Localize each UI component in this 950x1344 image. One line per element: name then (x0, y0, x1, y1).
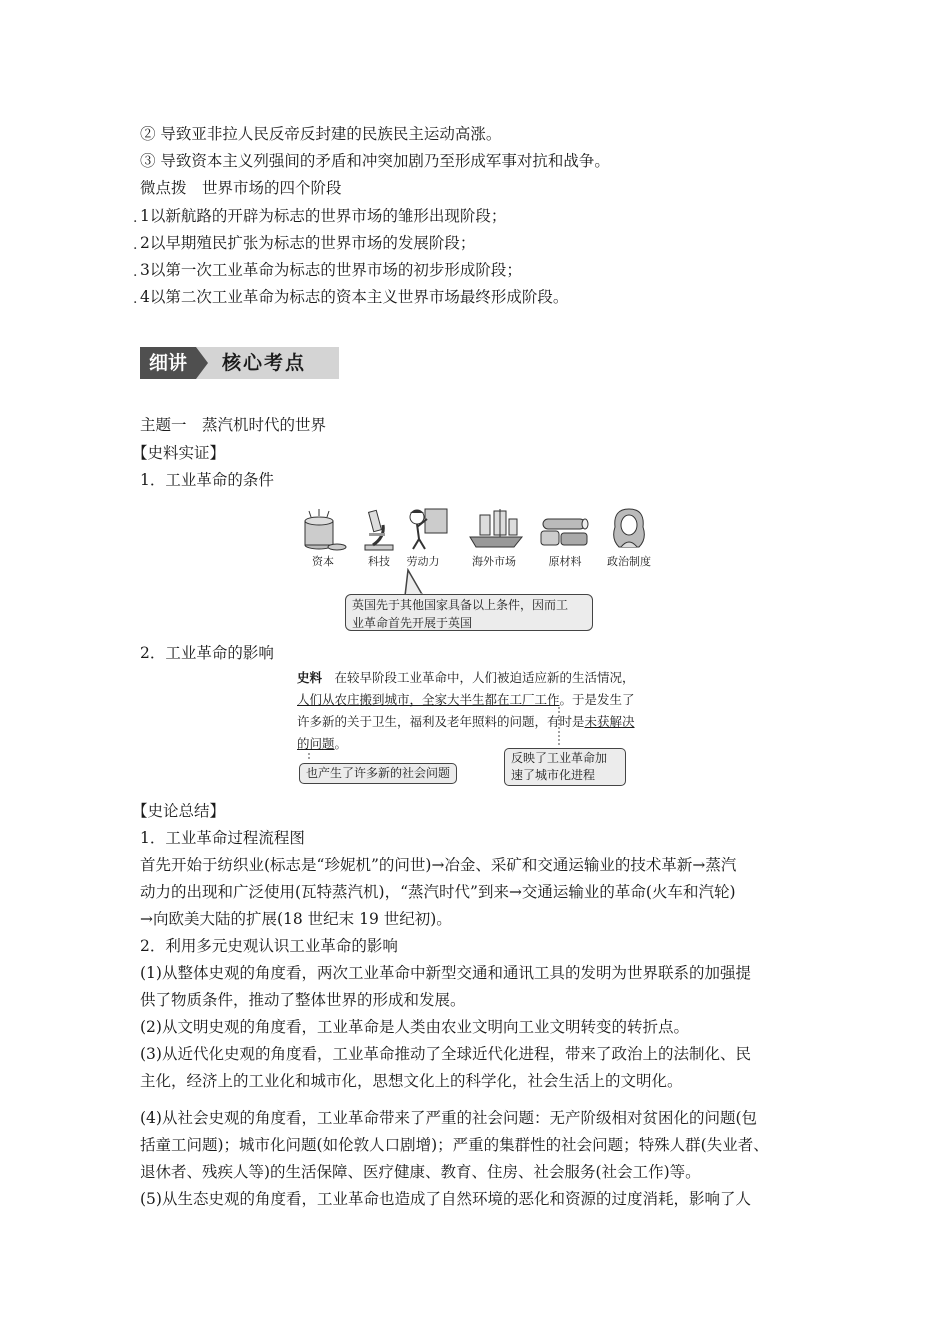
labor-item (395, 507, 451, 569)
callout-line: 业革命首先开展于英国 (352, 616, 473, 630)
materials-item (537, 507, 593, 569)
item-heading: 2．工业革命的影响 (140, 644, 274, 662)
conditions-callout (345, 594, 593, 631)
market-item (466, 507, 522, 569)
source-text: 许多新的关于卫生，福利及老年照料的问题，有时是 (297, 714, 585, 729)
list-dot: · (133, 214, 138, 230)
banner-arrow-icon (196, 347, 208, 379)
text-line: (1)从整体史观的角度看，两次工业革命中新型交通和通讯工具的发明为世界联系的加强提 (140, 964, 751, 982)
source-text: 。于是发生了 (559, 692, 635, 707)
text-line: 1．工业革命过程流程图 (140, 829, 305, 847)
text-line: →向欧美大陆的扩展(18 世纪末 19 世纪初)。 (140, 910, 452, 928)
icon-label: 政治制度 (607, 555, 651, 568)
list-item: 1以新航路的开辟为标志的世界市场的雏形出现阶段； (140, 207, 507, 225)
topic-title: 主题一 蒸汽机时代的世界 (140, 416, 327, 434)
banner-label: 细讲 (140, 347, 196, 379)
icon-label: 原材料 (548, 555, 582, 568)
text-line: 微点拨 世界市场的四个阶段 (140, 179, 342, 197)
coins-icon (299, 507, 347, 551)
logs-icon (537, 507, 593, 551)
section-banner (140, 347, 339, 379)
icon-label: 海外市场 (472, 555, 516, 568)
portrait-icon (601, 507, 657, 551)
summary-header: 【史论总结】 (132, 802, 226, 820)
text-line: ③ 导致资本主义列强间的矛盾和冲突加剧乃至形成军事对抗和战争。 (140, 152, 610, 170)
capital-item (295, 507, 351, 569)
social-issue-tag: 也产生了许多新的社会问题 (299, 763, 457, 784)
text-line: 2．利用多元史观认识工业革命的影响 (140, 937, 398, 955)
source-line (297, 667, 662, 689)
banner-title: 核心考点 (222, 352, 307, 374)
item-heading: 1．工业革命的条件 (140, 471, 274, 489)
source-label: 史料 (297, 670, 323, 685)
text-line: (4)从社会史观的角度看，工业革命带来了严重的社会问题：无产阶级相对贫困化的问题(包 (140, 1109, 758, 1127)
politics-item (601, 507, 657, 569)
text-line: 主化，经济上的工业化和城市化，思想文化上的科学化，社会生活上的文明化。 (140, 1072, 683, 1090)
text-line: (5)从生态史观的角度看，工业革命也造成了自然环境的恶化和资源的过度消耗，影响了人 (140, 1190, 751, 1208)
text-line: 括童工问题)；城市化问题(如伦敦人口剧增)；严重的集群性的社会问题；特殊人群(失业者、 (140, 1136, 769, 1154)
list-item: 3以第一次工业革命为标志的世界市场的初步形成阶段； (140, 261, 522, 279)
text-line: (3)从近代化史观的角度看，工业革命推动了全球近代化进程，带来了政治上的法制化、民 (140, 1045, 751, 1063)
ship-icon (466, 507, 526, 551)
text-line: 退休者、残疾人等)的生活保障、医疗健康、教育、住房、社会服务(社会工作)等。 (140, 1163, 701, 1181)
worker-icon (395, 507, 455, 551)
source-text: 。 (334, 736, 348, 751)
tag-line: 反映了工业革命加 (511, 751, 608, 765)
text-line: ② 导致亚非拉人民反帝反封建的民族民主运动高涨。 (140, 125, 502, 143)
list-item: 4以第二次工业革命为标志的资本主义世界市场最终形成阶段。 (140, 288, 569, 306)
urbanization-tag (504, 748, 626, 786)
text-line: 首先开始于纺织业(标志是“珍妮机”的问世)→冶金、采矿和交通运输业的技术革新→蒸汽 (140, 856, 737, 874)
icon-label: 资本 (312, 555, 334, 568)
text-line: (2)从文明史观的角度看，工业革命是人类由农业文明向工业文明转变的转折点。 (140, 1018, 689, 1036)
underlined-text: 人们从农庄搬到城市，全家大半生都在工厂工作 (297, 692, 560, 707)
tag-line: 速了城市化进程 (511, 768, 596, 782)
icon-label: 劳动力 (406, 555, 440, 568)
list-dot: · (133, 268, 138, 284)
list-item: 2以早期殖民扩张为标志的世界市场的发展阶段； (140, 234, 476, 252)
list-dot: · (133, 295, 138, 311)
callout-line: 英国先于其他国家具备以上条件，因而工 (352, 598, 569, 612)
evidence-header: 【史料实证】 (132, 444, 226, 462)
conditions-illustration (295, 507, 665, 577)
text-line: 供了物质条件，推动了整体世界的形成和发展。 (140, 991, 466, 1009)
underlined-text: 未获解决 (584, 714, 635, 729)
list-dot: · (133, 241, 138, 257)
icon-label: 科技 (368, 555, 390, 568)
source-text: 在较早阶段工业革命中，人们被迫适应新的生活情况， (334, 670, 635, 685)
underlined-text: 的问题 (297, 736, 335, 751)
text-line: 动力的出现和广泛使用(瓦特蒸汽机)，“蒸汽时代”到来→交通运输业的革命(火车和汽轮) (140, 883, 736, 901)
